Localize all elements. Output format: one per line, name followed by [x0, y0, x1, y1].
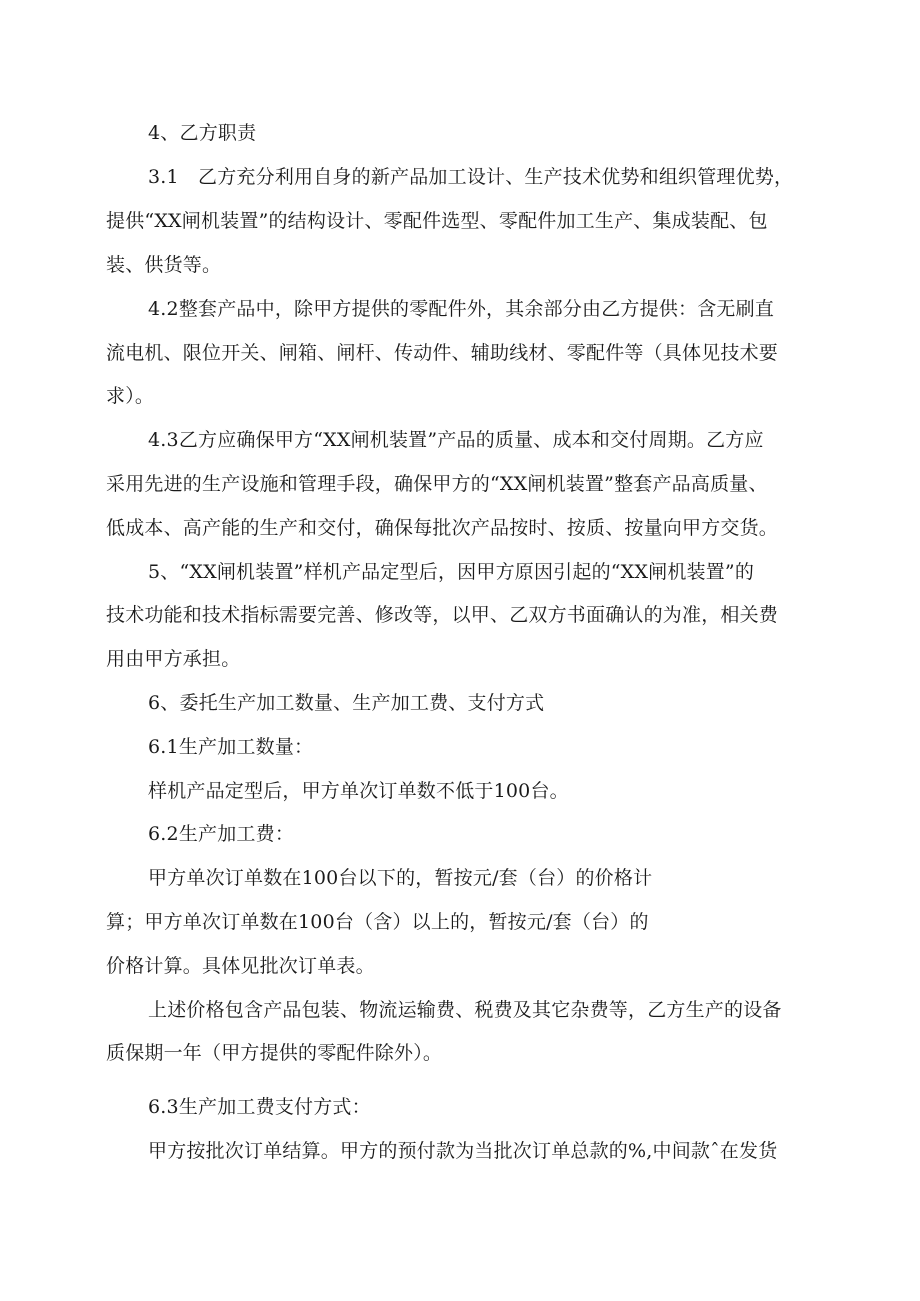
paragraph-line: 求）。	[106, 385, 155, 407]
section-heading-6: 6、委托生产加工数量、生产加工费、支付方式	[148, 692, 545, 714]
paragraph-line: 5、“XX闸机装置”样机产品定型后，因甲方原因引起的“XX闸机装置”的	[148, 561, 755, 583]
subsection-heading-6-3: 6.3生产加工费支付方式：	[148, 1096, 371, 1118]
subsection-heading-6-1: 6.1生产加工数量：	[148, 736, 314, 758]
section-heading-4: 4、乙方职责	[148, 122, 257, 144]
paragraph-line: 4.3乙方应确保甲方“XX闸机装置”产品的质量、成本和交付周期。乙方应	[148, 429, 764, 451]
paragraph-line: 装、供货等。	[106, 254, 222, 276]
paragraph-line: 采用先进的生产设施和管理手段，确保甲方的“XX闸机装置”整套产品高质量、	[106, 473, 768, 495]
paragraph-line: 用由甲方承担。	[106, 648, 241, 670]
paragraph-line: 质保期一年（甲方提供的零配件除外）。	[106, 1042, 443, 1064]
paragraph-line: 流电机、限位开关、闸箱、闸杆、传动件、辅助线材、零配件等（具体见技术要	[106, 342, 779, 364]
paragraph-line: 技术功能和技术指标需要完善、修改等，以甲、乙双方书面确认的为准，相关费	[106, 604, 779, 626]
paragraph-line: 3.1 乙方充分利用自身的新产品加工设计、生产技术优势和组织管理优势，	[148, 166, 794, 188]
paragraph-line: 价格计算。具体见批次订单表。	[106, 955, 375, 977]
paragraph-line: 算；甲方单次订单数在100台（含）以上的，暂按元/套（台）的	[106, 911, 649, 933]
paragraph-line: 低成本、高产能的生产和交付，确保每批次产品按时、按质、按量向甲方交货。	[106, 517, 779, 539]
paragraph-line: 甲方单次订单数在100台以下的，暂按元/套（台）的价格计	[148, 867, 653, 889]
paragraph-line: 4.2整套产品中，除甲方提供的零配件外，其余部分由乙方提供：含无刷直	[148, 298, 775, 320]
subsection-heading-6-2: 6.2生产加工费：	[148, 823, 295, 845]
paragraph-line: 甲方按批次订单结算。甲方的预付款为当批次订单总款的%,中间款ˆ在发货	[148, 1140, 778, 1162]
paragraph-line: 提供“XX闸机装置”的结构设计、零配件选型、零配件加工生产、集成装配、包	[106, 210, 768, 232]
paragraph-line: 上述价格包含产品包装、物流运输费、税费及其它杂费等，乙方生产的设备	[148, 999, 782, 1021]
paragraph-line: 样机产品定型后，甲方单次订单数不低于100台。	[148, 780, 569, 802]
